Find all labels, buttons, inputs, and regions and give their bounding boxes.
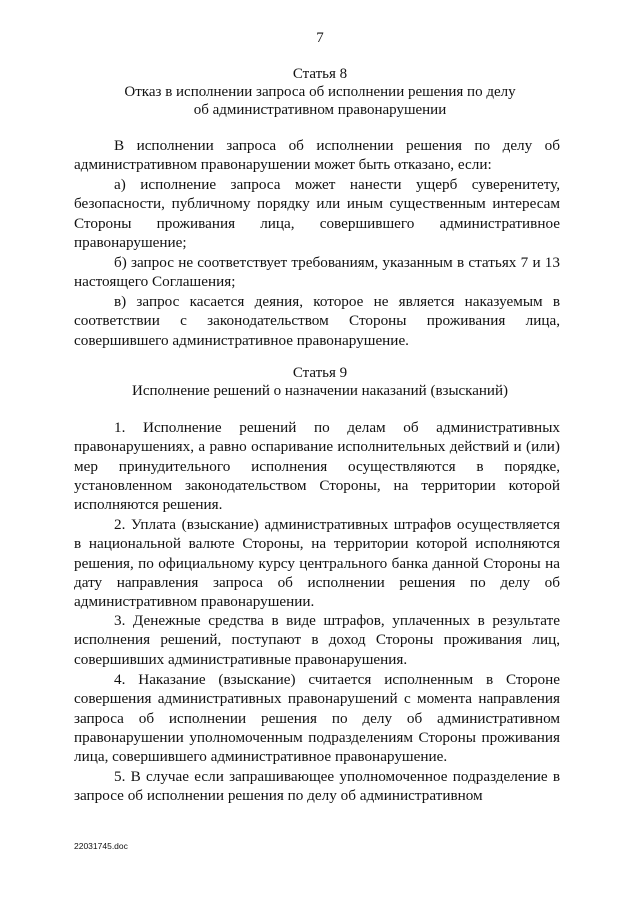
- page-number: 7: [316, 30, 324, 46]
- article-9-paragraph-2: 2. Уплата (взыскание) административных штрафов осуществляется в национальной валюте Стороны, на территории которой исполняются решения, по официальному курсу центрального банка данной Стороны на дату направления запроса об исполнении решения по делу об административном правонарушении.: [74, 516, 560, 611]
- article-9-heading: Статья 9: [292, 365, 348, 381]
- article-8-heading: Статья 8: [292, 66, 348, 82]
- article-9-paragraph-4: 4. Наказание (взыскание) считается исполненным в Стороне совершения административных правонарушений с момента направления запроса об исполнении решения по делу об административном правонарушении уполномоченным подразделениям Стороны проживания лица, совершившего административное правонарушение.: [74, 671, 560, 766]
- article-8-item-c: в) запрос касается деяния, которое не является наказуемым в соответствии с законодательством Стороны проживания лица, совершившего административное правонарушение.: [74, 293, 560, 349]
- document-filename: 22031745.doc: [74, 841, 128, 851]
- article-9-title: Исполнение решений о назначении наказаний (взысканий): [132, 383, 508, 399]
- article-9-paragraph-3: 3. Денежные средства в виде штрафов, уплаченных в результате исполнения решений, поступают в доход Стороны проживания лиц, совершивших административные правонарушения.: [74, 612, 560, 668]
- article-8-item-a: а) исполнение запроса может нанести ущерб суверенитету, безопасности, публичному порядку или иным существенным интересам Стороны проживания лица, совершившего административное правонарушение;: [74, 176, 560, 251]
- article-9-paragraph-5: 5. В случае если запрашивающее уполномоченное подразделение в запросе об исполнении решения по делу об административном: [74, 768, 560, 805]
- article-8-intro: В исполнении запроса об исполнении решения по делу об административном правонарушении может быть отказано, если:: [74, 137, 560, 174]
- article-8-title-line1: Отказ в исполнении запроса об исполнении решения по делу: [124, 84, 516, 100]
- article-8-item-b: б) запрос не соответствует требованиям, указанным в статьях 7 и 13 настоящего Соглашения;: [74, 254, 560, 291]
- article-8-title-line2: об административном правонарушении: [193, 102, 447, 118]
- article-9-paragraph-1: 1. Исполнение решений по делам об административных правонарушениях, а равно оспаривание исполнительных действий и (или) мер принудительного исполнения осуществляются в порядке, установленном законодательством Стороны, на территории которой исполняются решения.: [74, 419, 560, 514]
